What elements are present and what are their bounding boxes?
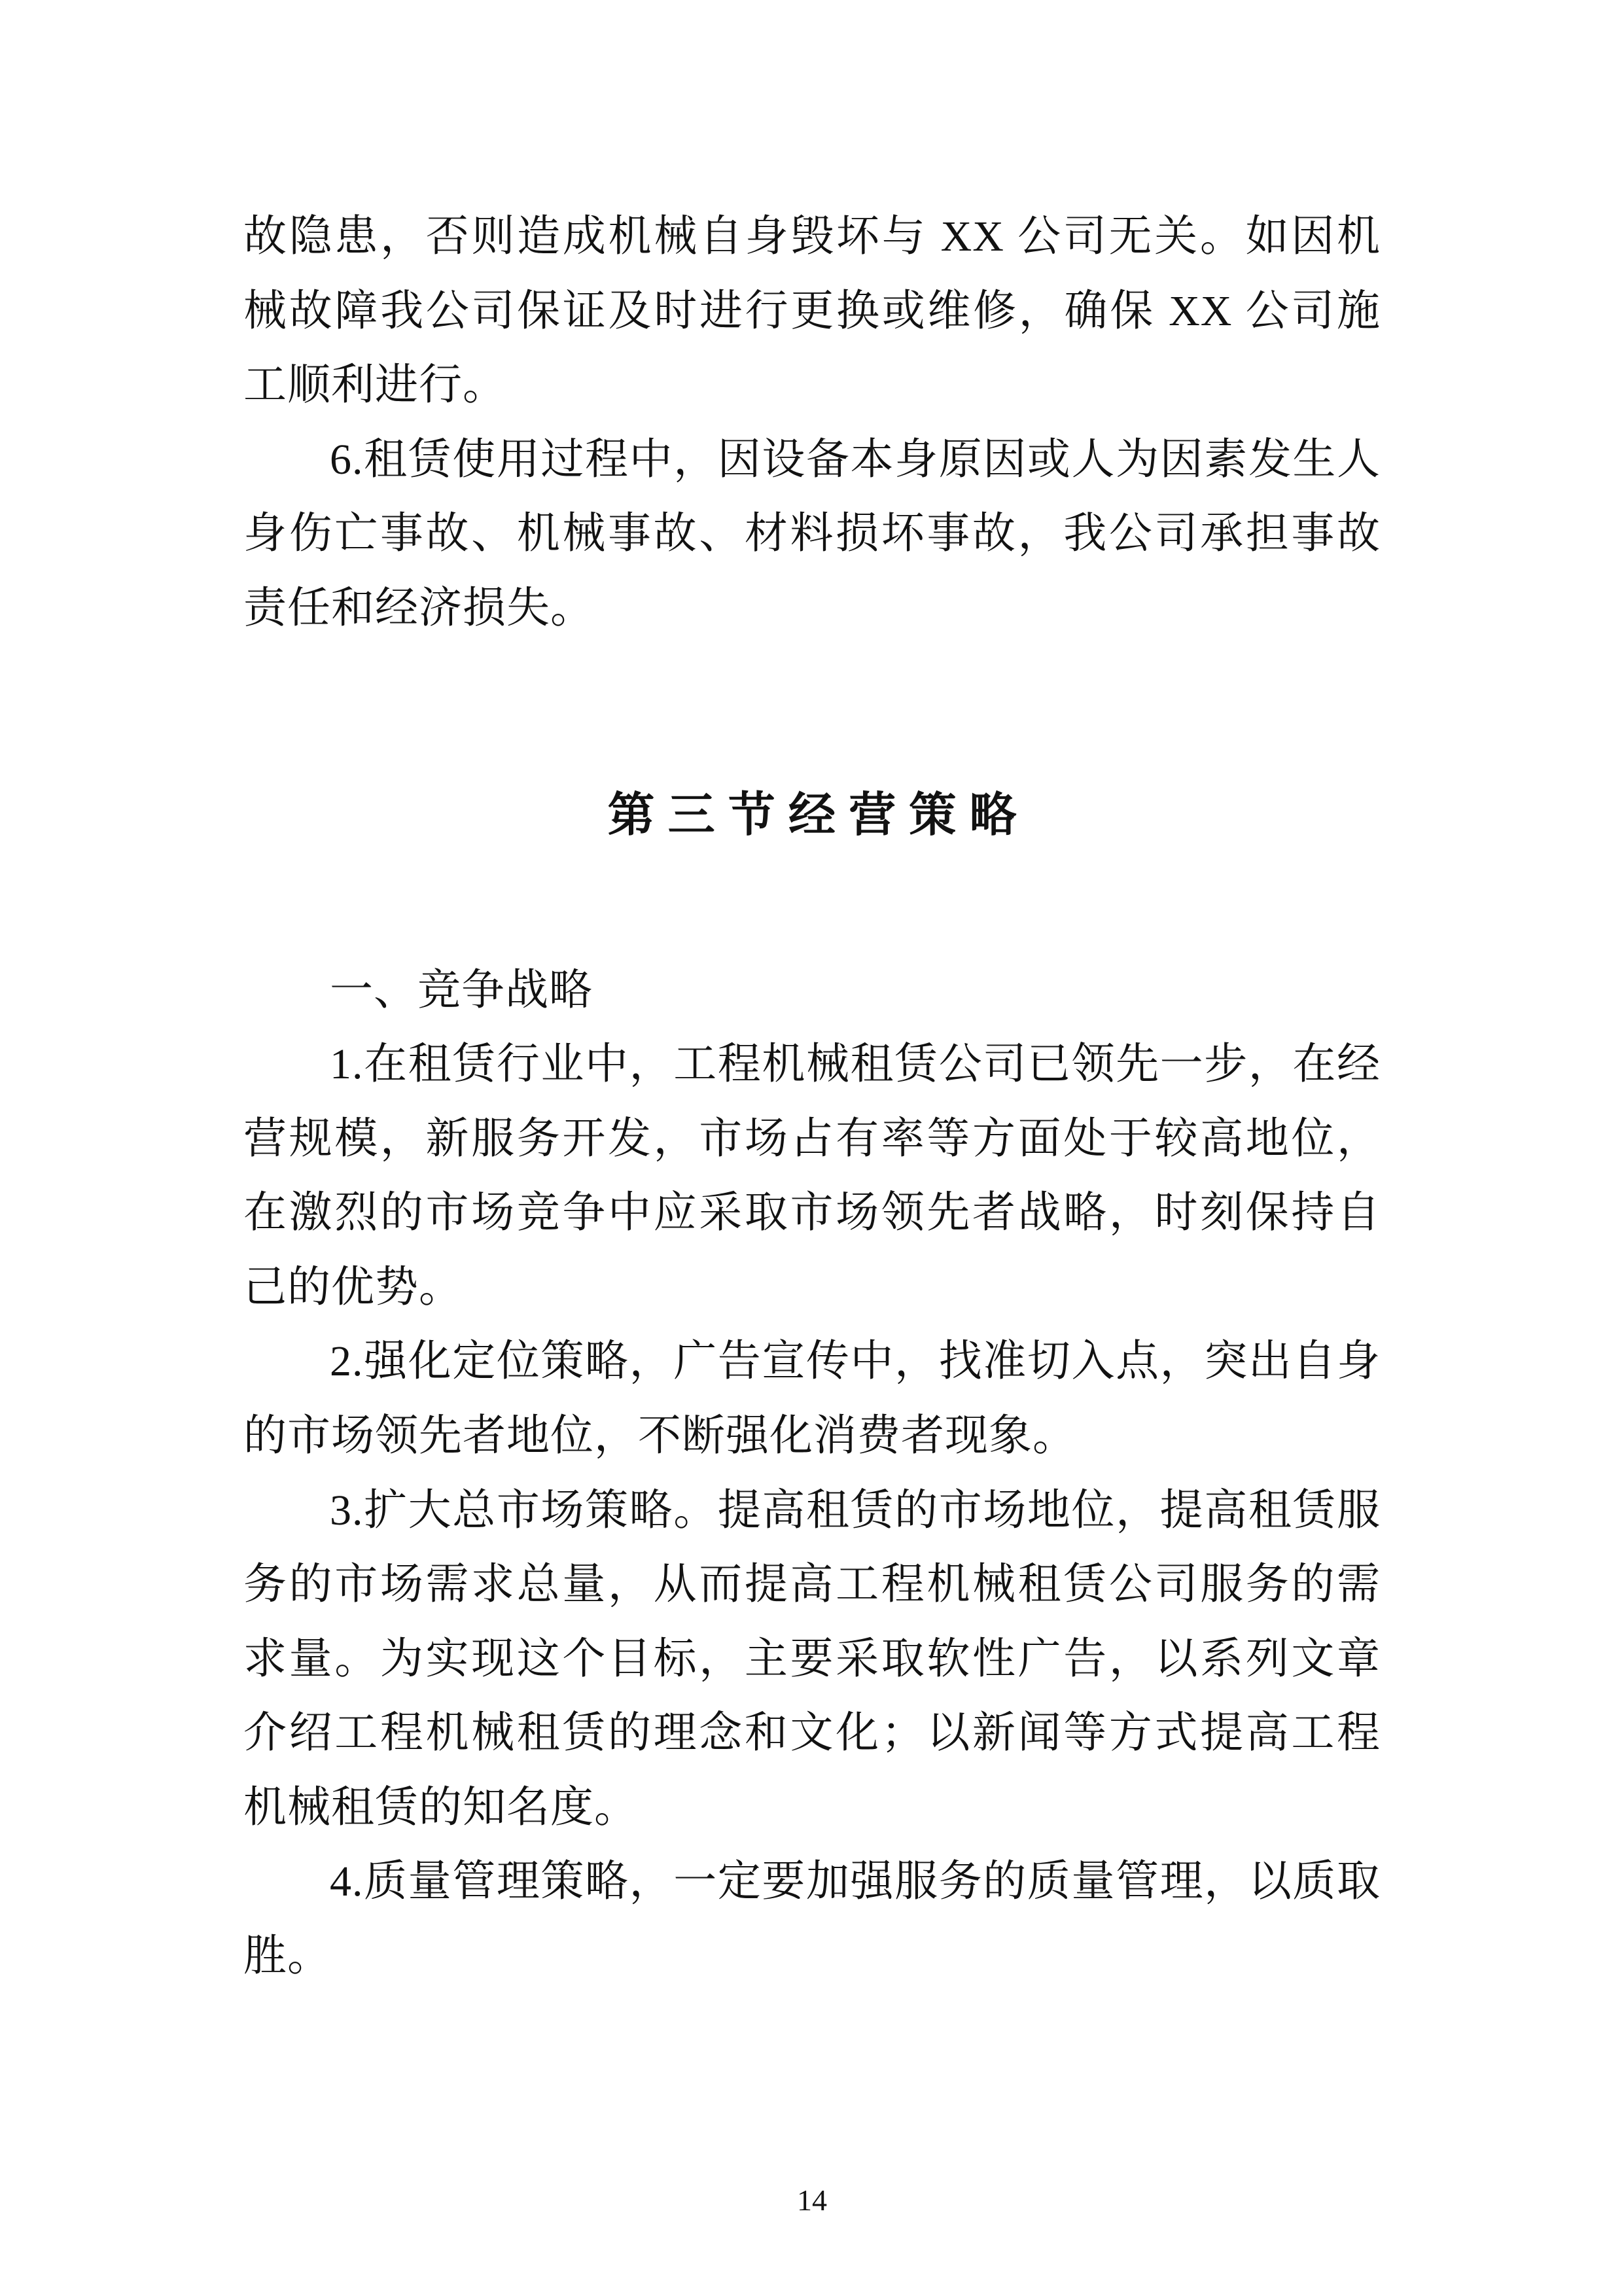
section-heading: 第三节经营策略 — [607, 789, 1030, 842]
paragraph-item-2: 2.强化定位策略，广告宣传中，找准切入点，突出自身的市场领先者地位，不断强化消费者现象。 — [243, 1337, 1381, 1460]
page-number: 14 — [797, 2183, 827, 2217]
paragraph-item-1: 1.在租赁行业中，工程机械租赁公司已领先一步，在经营规模，新服务开发，市场占有率等方面处于较高地位，在激烈的市场竞争中应采取市场领先者战略，时刻保持自己的优势。 — [243, 1040, 1381, 1311]
paragraph-item-3: 3.扩大总市场策略。提高租赁的市场地位，提高租赁服务的市场需求总量，从而提高工程机械租赁公司服务的需求量。为实现这个目标，主要采取软性广告，以系列文章介绍工程机械租赁的理念和文化；以新闻等方式提高工程机械租赁的知名度。 — [243, 1486, 1381, 1831]
paragraph-item-6: 6.租赁使用过程中，因设备本身原因或人为因素发生人身伤亡事故、机械事故、材料损坏事故，我公司承担事故责任和经济损失。 — [243, 435, 1381, 632]
paragraph-item-4: 4.质量管理策略，一定要加强服务的质量管理，以质取胜。 — [243, 1858, 1381, 1980]
paragraph-continuation: 故隐患，否则造成机械自身毁坏与 XX 公司无关。如因机械故障我公司保证及时进行更换或维修，确保 XX 公司施工顺利进行。 — [243, 213, 1381, 410]
document-body — [243, 200, 1381, 1993]
paragraph-subheading-competition-strategy: 一、竞争战略 — [330, 966, 593, 1014]
